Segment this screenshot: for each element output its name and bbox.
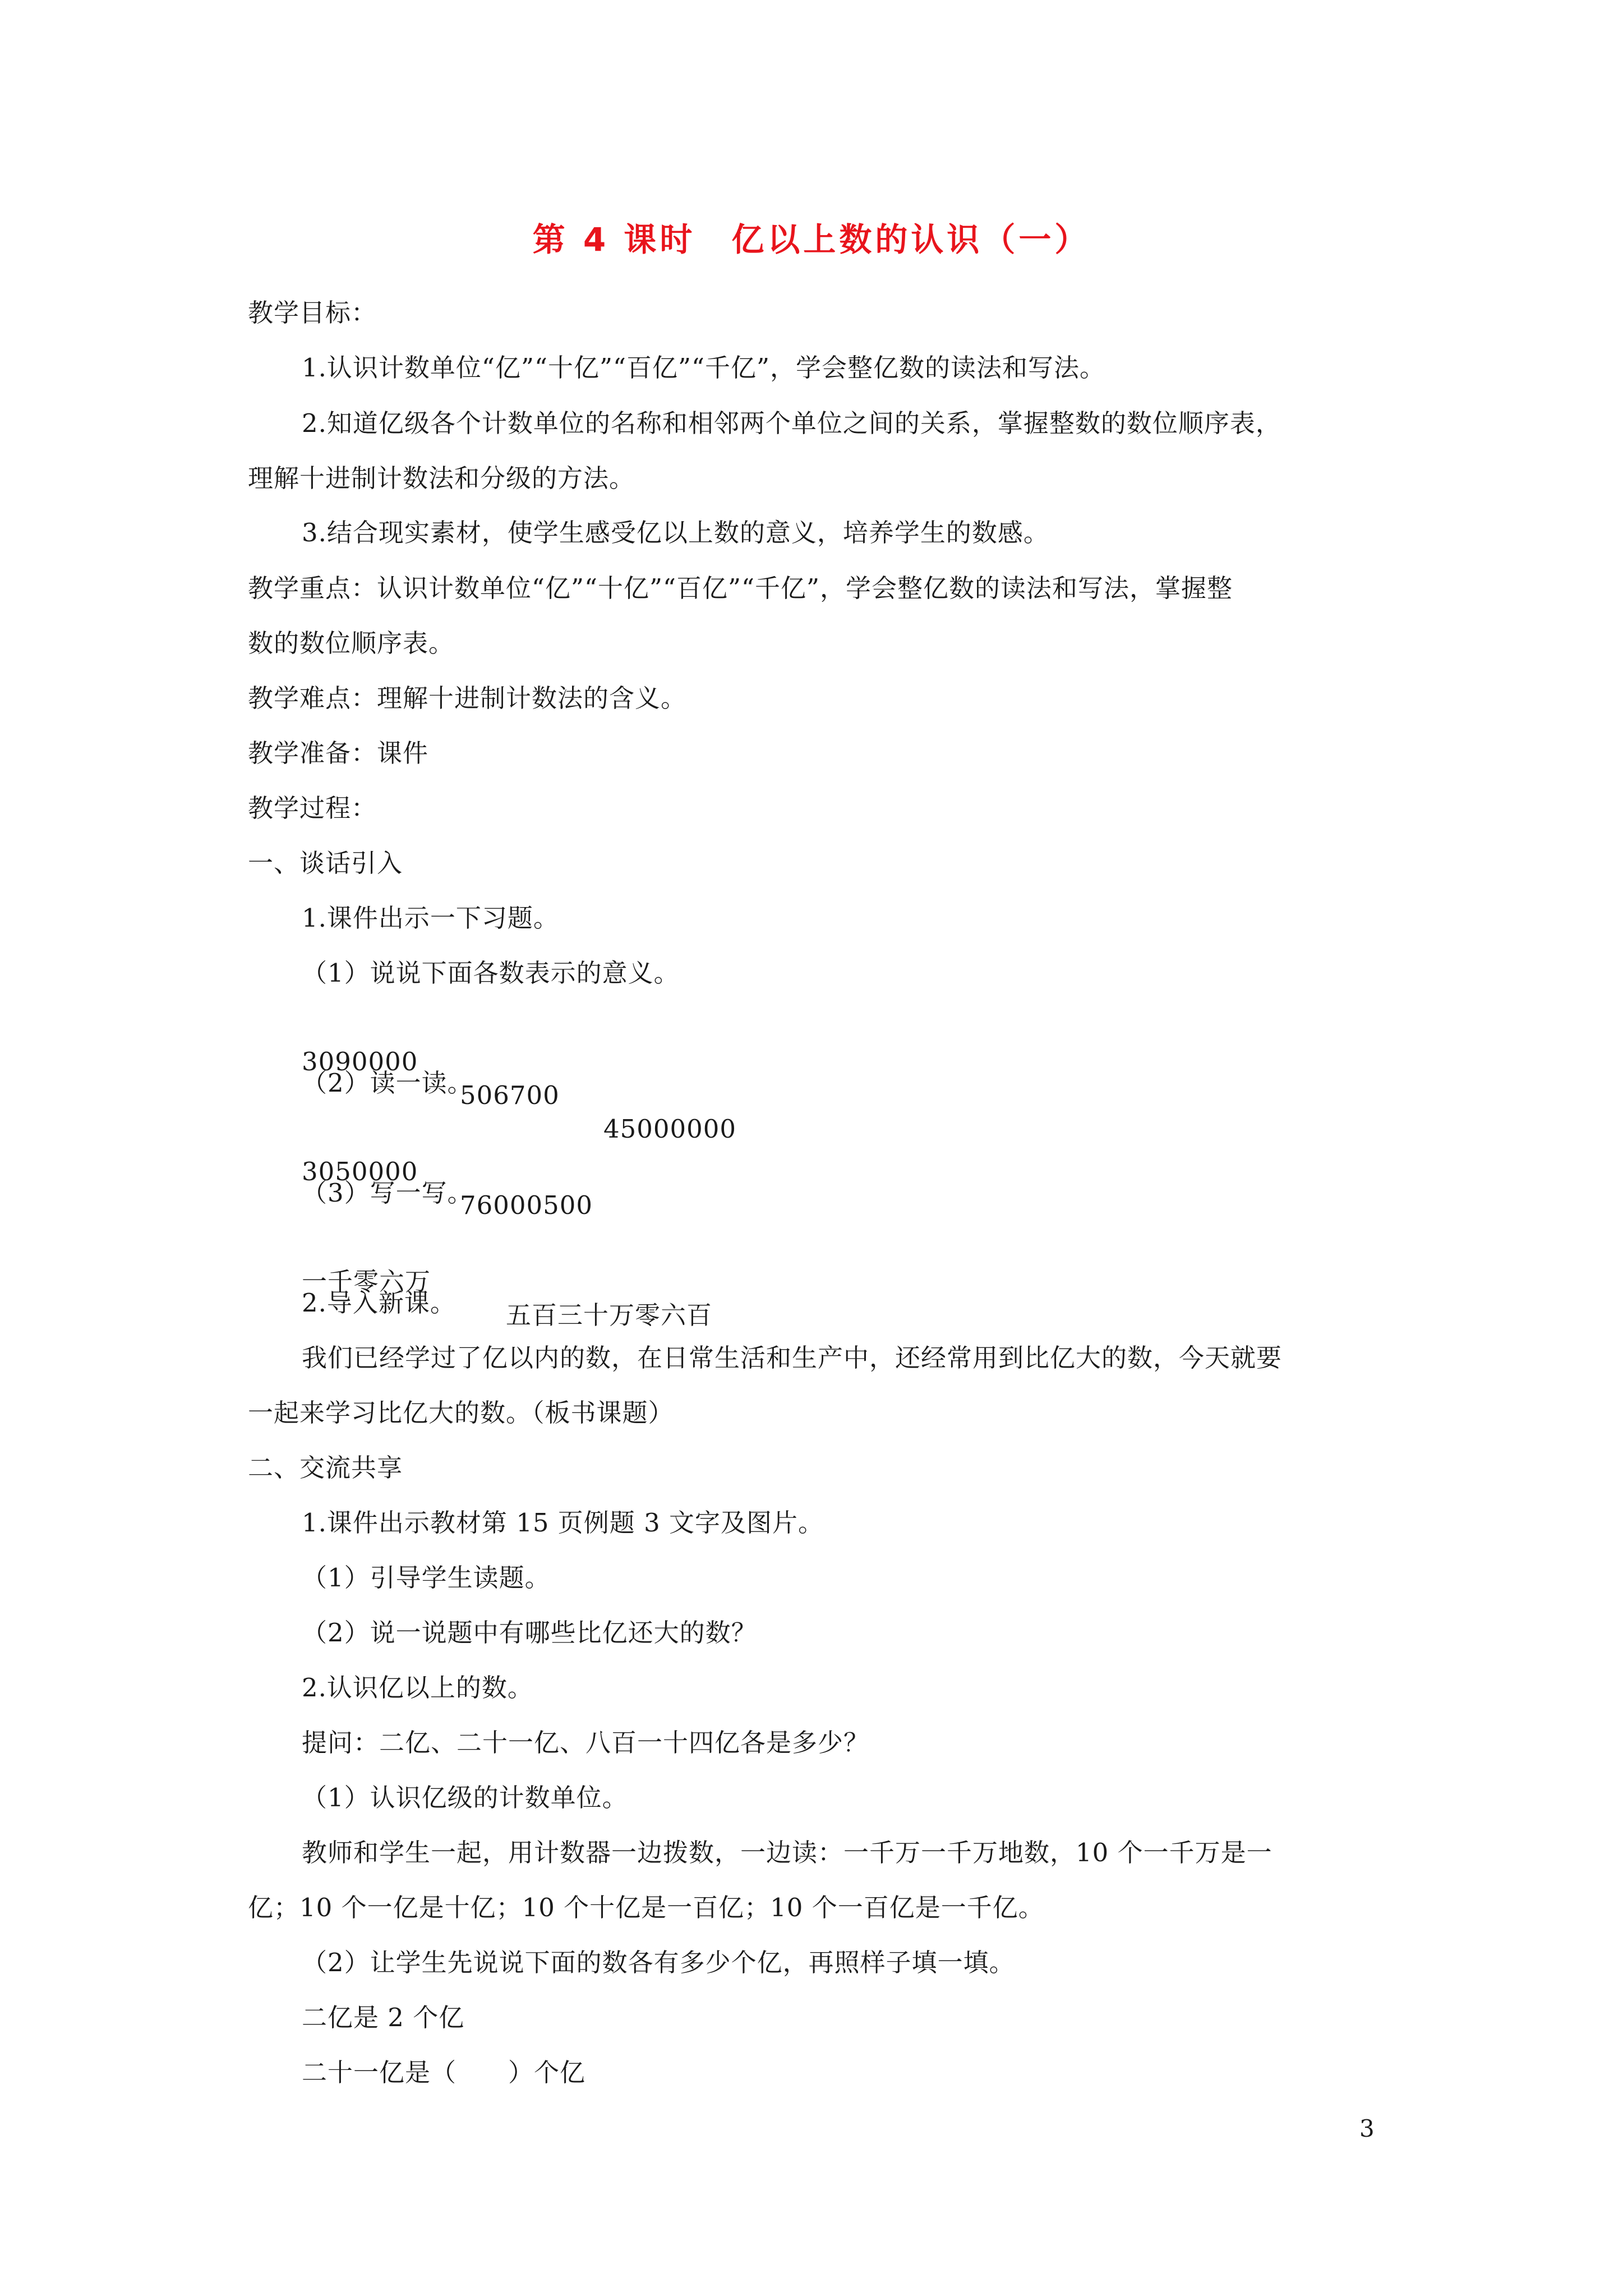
section-1-question-3: （3）写一写。 xyxy=(302,1178,473,1208)
teaching-difficulty: 教学难点：理解十进制计数法的含义。 xyxy=(248,683,687,713)
word-item: 一千零六万 xyxy=(302,1267,431,1296)
teaching-preparation: 教学准备：课件 xyxy=(248,738,429,768)
objective-1: 1.认识计数单位“亿”“十亿”“百亿”“千亿”，学会整亿数的读法和写法。 xyxy=(302,353,1105,383)
section-2-example-1: 二亿是 2 个亿 xyxy=(302,2003,465,2032)
key-points-line-2: 数的数位顺序表。 xyxy=(248,628,455,658)
section-2-ask: 提问：二亿、二十一亿、八百一十四亿各是多少？ xyxy=(302,1728,870,1757)
objective-3: 3.结合现实素材，使学生感受亿以上数的意义，培养学生的数感。 xyxy=(302,518,1049,547)
number-item: 76000500 xyxy=(460,1190,593,1220)
section-1-paragraph-line-2: 一起来学习比亿大的数。（板书课题） xyxy=(248,1398,674,1428)
section-2-paragraph-line-2: 亿；10 个一亿是十亿；10 个十亿是一百亿；10 个一百亿是一千亿。 xyxy=(248,1893,1044,1922)
page-number: 3 xyxy=(1359,2115,1375,2142)
section-1-heading: 一、谈话引入 xyxy=(248,848,403,878)
section-2-sub-1: （1）认识亿级的计数单位。 xyxy=(302,1783,628,1812)
key-points-line-1: 教学重点：认识计数单位“亿”“十亿”“百亿”“千亿”，学会整亿数的读法和写法，掌握整 xyxy=(248,573,1233,603)
number-item: 45000000 xyxy=(603,1114,737,1144)
section-2-heading: 二、交流共享 xyxy=(248,1453,403,1483)
section-2-sub-2: （2）让学生先说说下面的数各有多少个亿，再照样子填一填。 xyxy=(302,1948,1015,1977)
word-item: 五百三十万零六百 xyxy=(506,1300,713,1330)
section-1-question-1: （1）说说下面各数表示的意义。 xyxy=(302,958,680,988)
number-item: 3090000 xyxy=(302,1047,418,1076)
process-heading: 教学过程： xyxy=(248,793,377,823)
section-2-question-2: （2）说一说题中有哪些比亿还大的数？ xyxy=(302,1618,757,1648)
objectives-heading: 教学目标： xyxy=(248,298,377,328)
section-2-item-1: 1.课件出示教材第 15 页例题 3 文字及图片。 xyxy=(302,1508,824,1538)
objective-2-line-2: 理解十进制计数法和分级的方法。 xyxy=(248,463,635,493)
section-2-paragraph-line-1: 教师和学生一起，用计数器一边拨数，一边读：一千万一千万地数，10 个一千万是一 xyxy=(302,1838,1272,1867)
number-item: 506700 xyxy=(460,1080,560,1110)
section-2-question-1: （1）引导学生读题。 xyxy=(302,1563,551,1593)
lesson-title: 第 4 课时 亿以上数的认识（一） xyxy=(532,220,1091,259)
section-1-question-2: （2）读一读。 xyxy=(302,1068,473,1098)
section-1-item-1: 1.课件出示一下习题。 xyxy=(302,903,559,933)
section-1-paragraph-line-1: 我们已经学过了亿以内的数，在日常生活和生产中，还经常用到比亿大的数，今天就要 xyxy=(302,1343,1283,1373)
section-1-item-2: 2.导入新课。 xyxy=(302,1288,456,1318)
section-2-example-2: 二十一亿是（ ）个亿 xyxy=(302,2058,586,2087)
objective-2-line-1: 2.知道亿级各个计数单位的名称和相邻两个单位之间的关系，掌握整数的数位顺序表， xyxy=(302,408,1281,438)
section-2-item-2: 2.认识亿以上的数。 xyxy=(302,1673,533,1703)
number-item: 3050000 xyxy=(302,1157,418,1186)
